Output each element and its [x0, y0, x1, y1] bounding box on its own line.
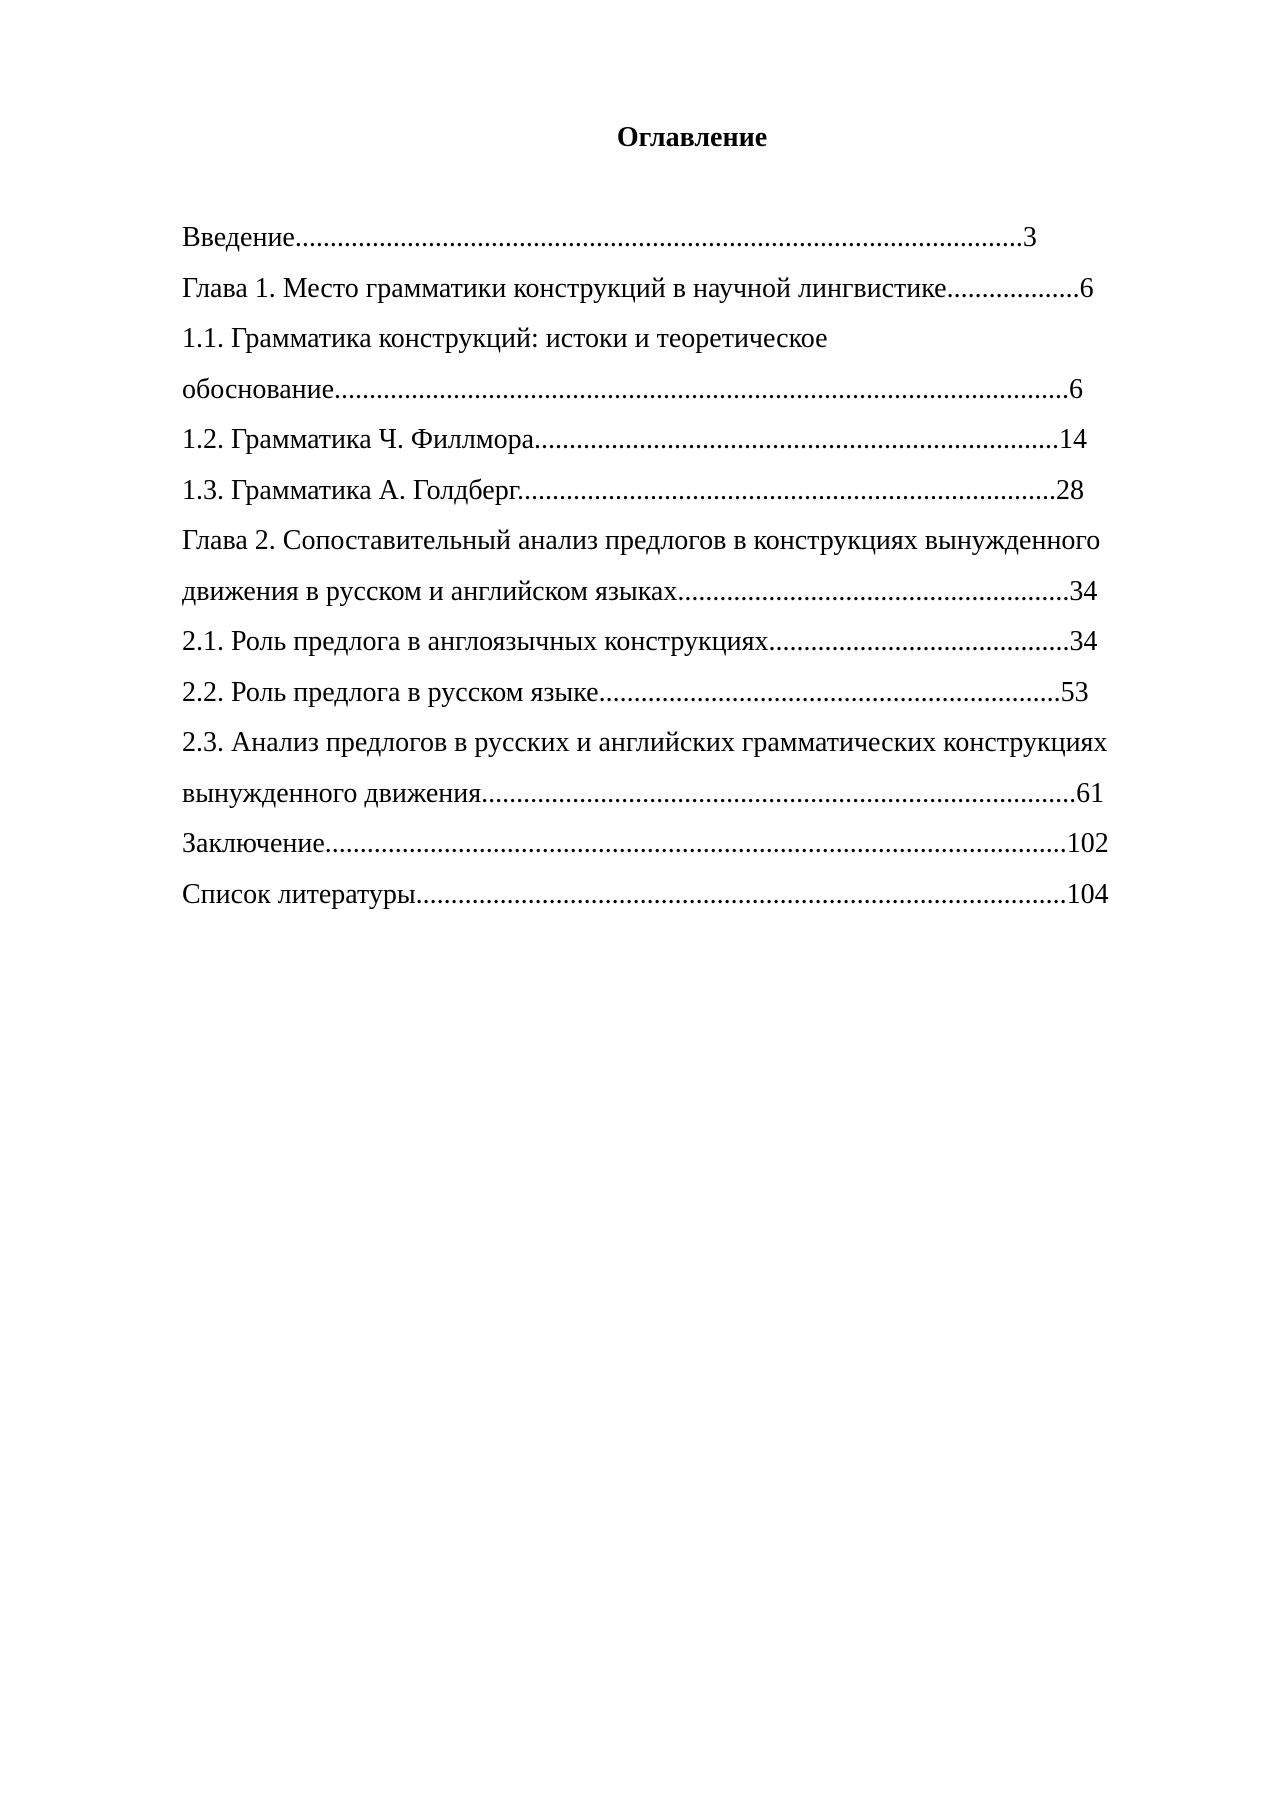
toc-entry-1-1-line-2: обоснование.........................................................................................................6 [182, 373, 1084, 405]
toc-entry-2-2: 2.2. Роль предлога в русском языке..................................................................53 [182, 676, 1089, 708]
toc-entry-conclusion: Заключение..........................................................................................................102 [182, 828, 1109, 859]
toc-entry-bibliography: Список литературы.............................................................................................104 [182, 878, 1109, 910]
toc-entry-chapter-2 [182, 516, 1194, 617]
toc-entry-2-3-line-1: 2.3. Анализ предлогов в русских и английских грамматических конструкциях [182, 727, 1108, 758]
toc-entry-chapter-2-line-1: Глава 2. Сопоставительный анализ предлогов в конструкциях вынужденного [182, 525, 1101, 556]
toc-entry-introduction: Введение........................................................................................................3 [182, 222, 1037, 253]
toc-entry-2-1: 2.1. Роль предлога в англоязычных конструкциях...........................................34 [182, 626, 1098, 657]
toc-entry-2-3-line-2: вынужденного движения.....................................................................................61 [182, 777, 1105, 809]
toc-entry-1-3: 1.3. Грамматика А. Голдберг.............................................................................28 [182, 474, 1085, 506]
toc-entry-chapter-2-line-2: движения в русском и английском языках........................................................34 [182, 575, 1098, 607]
toc-entry-1-1 [182, 314, 1194, 415]
table-of-contents [182, 213, 1194, 920]
toc-entry-1-2: 1.2. Грамматика Ч. Филлмора...........................................................................14 [182, 424, 1088, 455]
toc-entry-1-1-line-1: 1.1. Грамматика конструкций: истоки и теоретическое [182, 323, 828, 354]
toc-entry-2-3 [182, 718, 1194, 819]
toc-entry-chapter-1: Глава 1. Место грамматики конструкций в научной лингвистике...................6 [182, 272, 1094, 304]
page-title: Оглавление [616, 122, 768, 153]
